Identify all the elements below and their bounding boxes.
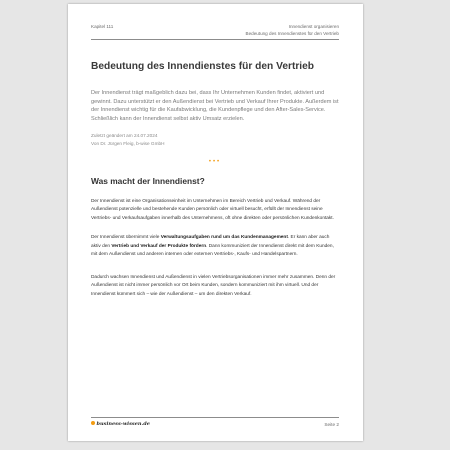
chapter-label: Kapitel 111 (91, 24, 114, 29)
text-run: . Dann kommuniziert der Innendienst direkt mit dem Kunden, mit dem Außendienst und anderen internen oder externen Vertriebs-, Kaufs- und Handelspartnern. (91, 243, 334, 258)
intro-paragraph: Der Innendienst trägt maßgeblich dazu bei, dass Ihr Unternehmen Kunden findet, aktiviert und gewinnt. Dazu unterstützt er den Außendienst bei Vertrieb und Verkauf Ihrer Produkte. Außerdem ist der Innendienst wichtig für die Kaufabwicklung, die Kundenpflege und den After-Sales-Service. Schließlich kann der Innendienst selbst aktiv Umsatz erzielen. (91, 90, 339, 123)
text-run: . Er kann aber auch aktiv den (91, 235, 330, 249)
section-heading: Was macht der Innendienst? (91, 175, 205, 186)
running-header (91, 22, 339, 40)
page-title: Bedeutung des Innendienstes für den Vertrieb (91, 61, 315, 72)
body-paragraph-2 (91, 234, 339, 260)
page-number: Seite 2 (324, 422, 339, 427)
author-line: Von Dr. Jürgen Fleig, b-wise GmbH (91, 141, 165, 147)
header-topic: Innendienst organisieren (288, 24, 339, 29)
logo-dot-icon (91, 421, 95, 425)
publisher-logo[interactable] (91, 421, 150, 427)
text-run: Der Innendienst übernimmt viele (91, 235, 161, 241)
body-paragraph-3: Dadurch wachsen Innendienst und Außendienst in vielen Vertriebsorganisationen immer mehr zusammen. Denn der Außendienst ist nicht immer persönlich vor Ort beim Kunden, sondern kommuniziert mit ihm virtuell. Und der Innendienst kümmert sich – wie der Außendienst – um den direkten Verkauf. (91, 274, 336, 297)
page-footer (91, 417, 339, 428)
last-updated: Zuletzt geändert am 24.07.2024 (91, 132, 158, 138)
header-subtopic: Bedeutung des Innendienstes für den Vertrieb (245, 30, 339, 36)
body-paragraph-1: Der Innendienst ist eine Organisationseinheit im Unternehmen im Bereich Vertrieb und Verkauf. Während der Außendienst potenzielle und bestehende Kunden persönlich oder virtuell besucht, erfüllt der Innendienst seine Vertriebs- und Verkaufsaufgaben innerhalb des Unternehmens, oft ohne direkten oder persönlichen Kundenkontakt. (91, 198, 334, 221)
document-page (68, 4, 363, 441)
section-divider: ••• (208, 158, 222, 165)
article-meta (91, 132, 339, 149)
logo-text: business-wissen.de (96, 421, 150, 427)
bold-phrase: Verwaltungsaufgaben rund um das Kundenmanagement (160, 235, 288, 241)
bold-phrase: Vertrieb und Verkauf der Produkte fördern (111, 243, 207, 249)
